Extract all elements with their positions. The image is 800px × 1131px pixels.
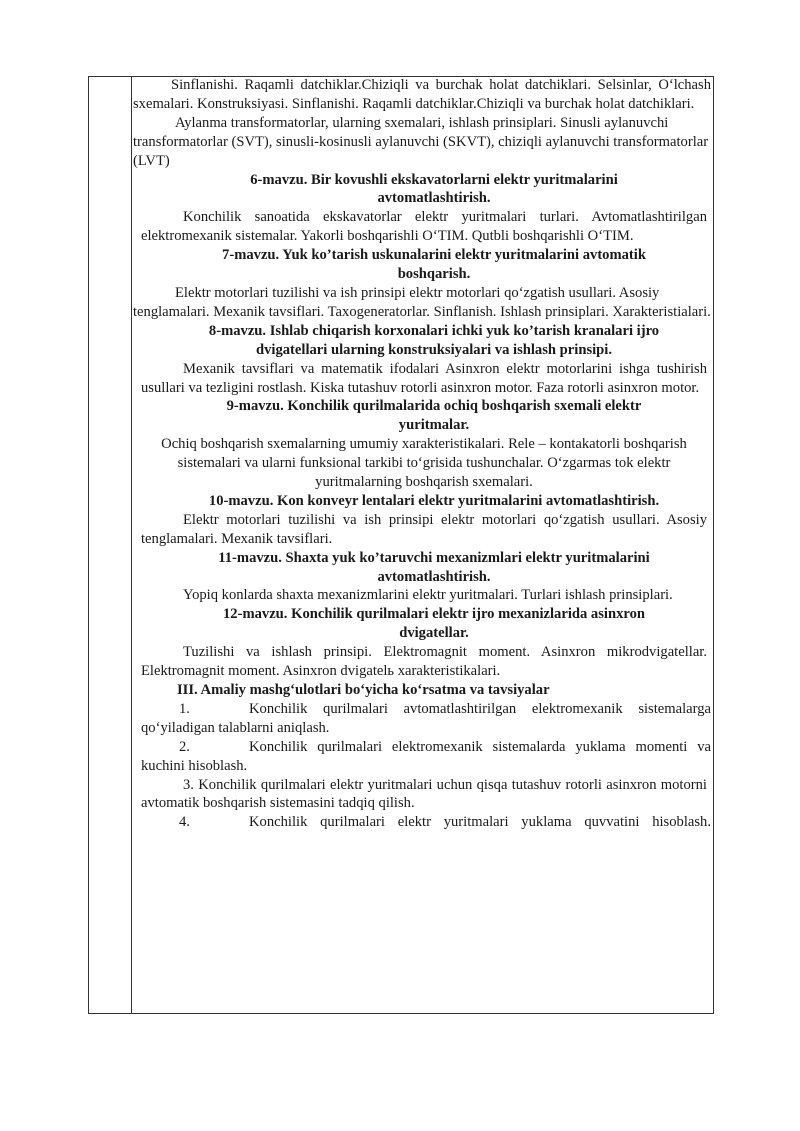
paragraph: Sinflanishi. Raqamli datchiklar.Chiziqli va burchak holat datchiklari. Selsinlar, O‘lchash sxemalari. Konstruksiyasi. Sinflanishi. Raqamli datchiklar.Chiziqli va burchak holat datchiklari. (133, 77, 711, 112)
list-text: Konchilik qurilmalari avtomatlashtirilgan elektromexanik sistemalarga (249, 700, 711, 717)
topic-heading: 9-mavzu. Konchilik qurilmalarida ochiq boshqarish sxemali elektr yuritmalar. (226, 398, 642, 434)
topic-heading: 8-mavzu. Ishlab chiqarish korxonalari ichki yuk ko’tarish kranalari ijro dvigatellari ularning konstruksiyalari va ishlash prinsipi. (208, 322, 660, 358)
topic-heading: 10-mavzu. Kon konveyr lentalari elektr yuritmalarini avtomatlashtirish. (208, 492, 660, 509)
list-number: 1. (179, 700, 190, 717)
paragraph: Konchilik sanoatida ekskavatorlar elektr yuritmalari turlari. Avtomatlashtirilgan elektromexanik sistemalar. Yakorli boshqarishli O‘TIM. Qutbli boshqarishli O‘TIM. (141, 209, 707, 245)
list-item (133, 813, 711, 832)
column-divider (131, 76, 132, 1014)
paragraph: Tuzilishi va ishlash prinsipi. Elektromagnit moment. Asinxron mikrodvigatellar. Elektromagnit moment. Asinxron dvigatelь xarakteristikalari. (141, 644, 707, 680)
topic-heading: 6-mavzu. Bir kovushli ekskavatorlarni elektr yuritmalarini avtomatlashtirish. (250, 171, 618, 207)
section-heading: III. Amaliy mashg‘ulotlari bo‘yicha ko‘rsatma va tavsiyalar (177, 682, 550, 698)
paragraph: Mexanik tavsiflari va matematik ifodalari Asinxron elektr motorlarini ishga tushirish usullari va tezligini rostlash. Kiska tutashuv rotorli asinxron motor. Faza rotorli asinxron motor. (141, 360, 707, 396)
list-number: 2. (179, 738, 190, 755)
topic-heading: 7-mavzu. Yuk ko’tarish uskunalarini elektr yuritmalarini avtomatik boshqarish. (222, 247, 646, 283)
list-continuation: kuchini hisoblash. (141, 757, 248, 774)
paragraph: Elektr motorlari tuzilishi va ish prinsipi elektr motorlari qo‘zgatish usullari. Asosiy tenglamalari. Mexanik tavsiflari. Taxogeneratorlar. Sinflanish. Ishlash prinsiplari. Xarakteristialari. (133, 284, 711, 320)
paragraph: 3. Konchilik qurilmalari elektr yuritmalari uchun qisqa tutashuv rotorli asinxron motorni avtomatik boshqarish sistemasini tadqiq qilish. (141, 776, 707, 812)
list-text: Konchilik qurilmalari elektr yuritmalari yuklama quvvatini hisoblash. (249, 814, 711, 831)
list-text: Konchilik qurilmalari elektromexanik sistemalarda yuklama momenti va (249, 738, 711, 755)
list-continuation: qo‘yiladigan talablarni aniqlash. (141, 719, 330, 736)
paragraph: Ochiq boshqarish sxemalarning umumiy xarakteristikalari. Rele – kontakatorli boshqarish sistemalari va ularni funksional tarkibi to‘grisida tushunchalar. O‘zgarmas tok elektr yuritmalarning boshqarish sxemalari. (161, 436, 687, 491)
paragraph: Yopiq konlarda shaxta mexanizmlarini elektr yuritmalari. Turlari ishlash prinsiplari. (183, 587, 673, 604)
document-body (133, 76, 711, 832)
topic-heading: 12-mavzu. Konchilik qurilmalari elektr ijro mexanizlarida asinxron dvigatellar. (223, 606, 645, 642)
list-item (133, 700, 711, 719)
list-number: 4. (179, 814, 190, 831)
topic-heading: 11-mavzu. Shaxta yuk ko’taruvchi mexanizmlari elektr yuritmalarini avtomatlashtirish. (218, 549, 650, 585)
list-item (133, 738, 711, 757)
paragraph: Elektr motorlari tuzilishi va ish prinsipi elektr motorlari qo‘zgatish usullari. Asosiy tenglamalari. Mexanik tavsiflari. (141, 511, 707, 547)
paragraph: Aylanma transformatorlar, ularning sxemalari, ishlash prinsiplari. Sinusli aylanuvchi transformatorlar (SVT), sinusli-kosinusli aylanuvchi (SKVT), chiziqli aylanuvchi transformatorlar (LVT) (133, 114, 709, 169)
